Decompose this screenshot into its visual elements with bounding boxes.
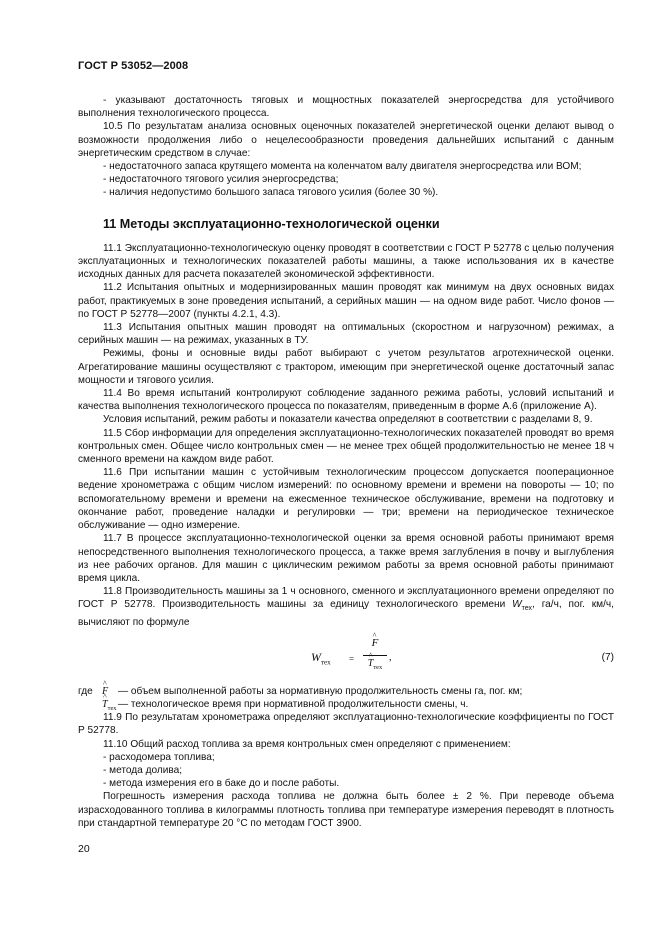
list-item: - наличия недопустимо большого запаса тягового усилия (более 30 %). [103,187,439,199]
paragraph: 11.1 Эксплуатационно-технологическую оценку проводят в соответствии с ГОСТ Р 52778 с целью получения эксплуатационных и технологических показателей работы машины, а также использования их в качестве исходных данных для расчета показателей экономической эффективности. [78,242,614,281]
formula-comma: , [389,651,392,663]
formula-lhs [311,651,331,670]
paragraph: 11.9 По результатам хронометража определяют эксплуатационно-технологические коэффициенты по ГОСТ Р 52778. [78,712,614,737]
paragraph: 11.7 В процессе эксплуатационно-технологической оценки за время основной работы принимают время непосредственного выполнения технологического процесса, а также время заглубления в почву и выглубления из нее рабочих органов. Для машин с циклическим режимом работы за время основной работы принимают время цикла. [78,533,614,584]
paragraph: Погрешность измерения расхода топлива не должна быть более ± 2 %. При переводе объема израсходованного топлива в килограммы плотность топлива при температуре измерения переводят в плотность при стандартной температуре 20 °С по методам ГОСТ 3900. [78,791,614,829]
list-item: - недостаточного запаса крутящего момента на коленчатом валу двигателя энергосредства или ВОМ; [103,161,582,173]
formula-lhs-symbol: W [311,649,321,664]
fraction-bar [363,655,387,656]
paragraph [78,585,614,629]
definition-row [78,685,614,698]
list-item: - метода измерения его в баке до и после работы. [103,778,340,790]
section-heading: 11 Методы эксплуатационно-технологической оценки [103,216,440,231]
formula-equals: = [349,653,355,664]
symbol-w: W [512,599,522,611]
definition-symbol-subscript: тех [107,704,117,712]
formula-number: (7) [601,651,614,663]
definition-text: — технологическое время при нормативной продолжительности смены, ч. [118,698,469,710]
document-header: ГОСТ Р 53052—2008 [78,60,189,72]
paragraph: 11.2 Испытания опытных и модернизированных машин проводят как минимум на двух основных видах работ, практикуемых в зоне проведения испытаний, а серийных машин — на одном виде работ. Число фонов — по ГОСТ Р 52778—2007 (пункты 4.2.1, 4.3). [78,282,614,320]
list-item: - расходомера топлива; [103,751,215,763]
paragraph: 11.5 Сбор информации для определения эксплуатационно-технологических показателей проводят во время контрольных смен. Общее число контрольных смен — не менее трех общей продолжительностью не менее 18 ч сменного времени на каждом виде работ. [78,427,614,466]
paragraph: Условия испытаний, режим работы и показатели качества определяют в соответствии с разделами 8, 9. [103,414,593,426]
formula-fraction [363,637,387,674]
paragraph: 11.6 При испытании машин с устойчивым технологическим процессом допускается пооперационное ведение хронометража с общим числом измерений: по основному времени и времени на повороты — 10; по вспомогательному времени и времени на ежесменное техническое обслуживание, времени на подготовку и окончание работ, проведение наладки и регулировки — три; времени на периодическое техническое обслуживание — одно измерение. [78,467,614,532]
formula-numerator-symbol: ^ F [372,637,379,650]
paragraph-text: , га/ч, пог. км/ч, вычисляют по формуле [78,599,614,628]
definition-symbol-t: ^ T [102,698,108,711]
paragraph: 10.5 По результатам анализа основных оценочных показателей энергетической оценки делают вывод о возможности продолжения либо о нецелесообразности проведения дальнейших испытаний с данным энергетическим средством в случае: [78,121,614,159]
formula-7 [78,633,614,683]
formula-denominator-symbol: ^ T [368,657,374,670]
definition-symbol [102,698,117,715]
definition-text: — объем выполненной работы за нормативную продолжительность смены га, пог. км; [118,685,523,697]
symbol-w-subscript: тех [521,605,533,613]
definition-row [78,698,614,711]
paragraph: 11.4 Во время испытаний контролируют соблюдение заданного режима работы, условий испытаний и качества выполнения технологического процесса по показателям, приведенным в форме А.6 (приложение А). [78,388,614,413]
formula-denominator [363,657,387,674]
formula-lhs-subscript: тех [321,658,331,667]
paragraph: - указывают достаточность тяговых и мощностных показателей энергосредства для устойчивого выполнения технологического процесса. [78,95,614,120]
paragraph: 11.10 Общий расход топлива за время контрольных смен определяют с применением: [103,738,511,750]
formula-denominator-subscript: тех [373,663,383,671]
paragraph-text: 11.8 Производительность машины за 1 ч основного, сменного и эксплуатационного времени определяют по ГОСТ Р 52778. Производительность машины за единицу технологического времени [78,586,614,611]
formula-numerator [363,637,387,654]
page-number: 20 [78,843,90,855]
formula-definitions [78,685,614,711]
definition-symbol-f: ^ F [102,685,108,698]
paragraph: Режимы, фоны и основные виды работ выбирают с учетом результатов агротехнической оценки. Агрегатирование машины осуществляют с трактором, имеющим при энергетической оценке достаточный запас мощности и тягового усилия. [78,348,614,386]
list-item: - метода долива; [103,764,183,776]
paragraph: 11.3 Испытания опытных машин проводят на оптимальных (скоростном и нагрузочном) режимах, а серийных машин — на режимах, указанных в ТУ. [78,322,614,347]
list-item: - недостаточного тягового усилия энергосредства; [103,174,339,186]
document-body [78,94,614,830]
definition-where: где [78,685,93,697]
